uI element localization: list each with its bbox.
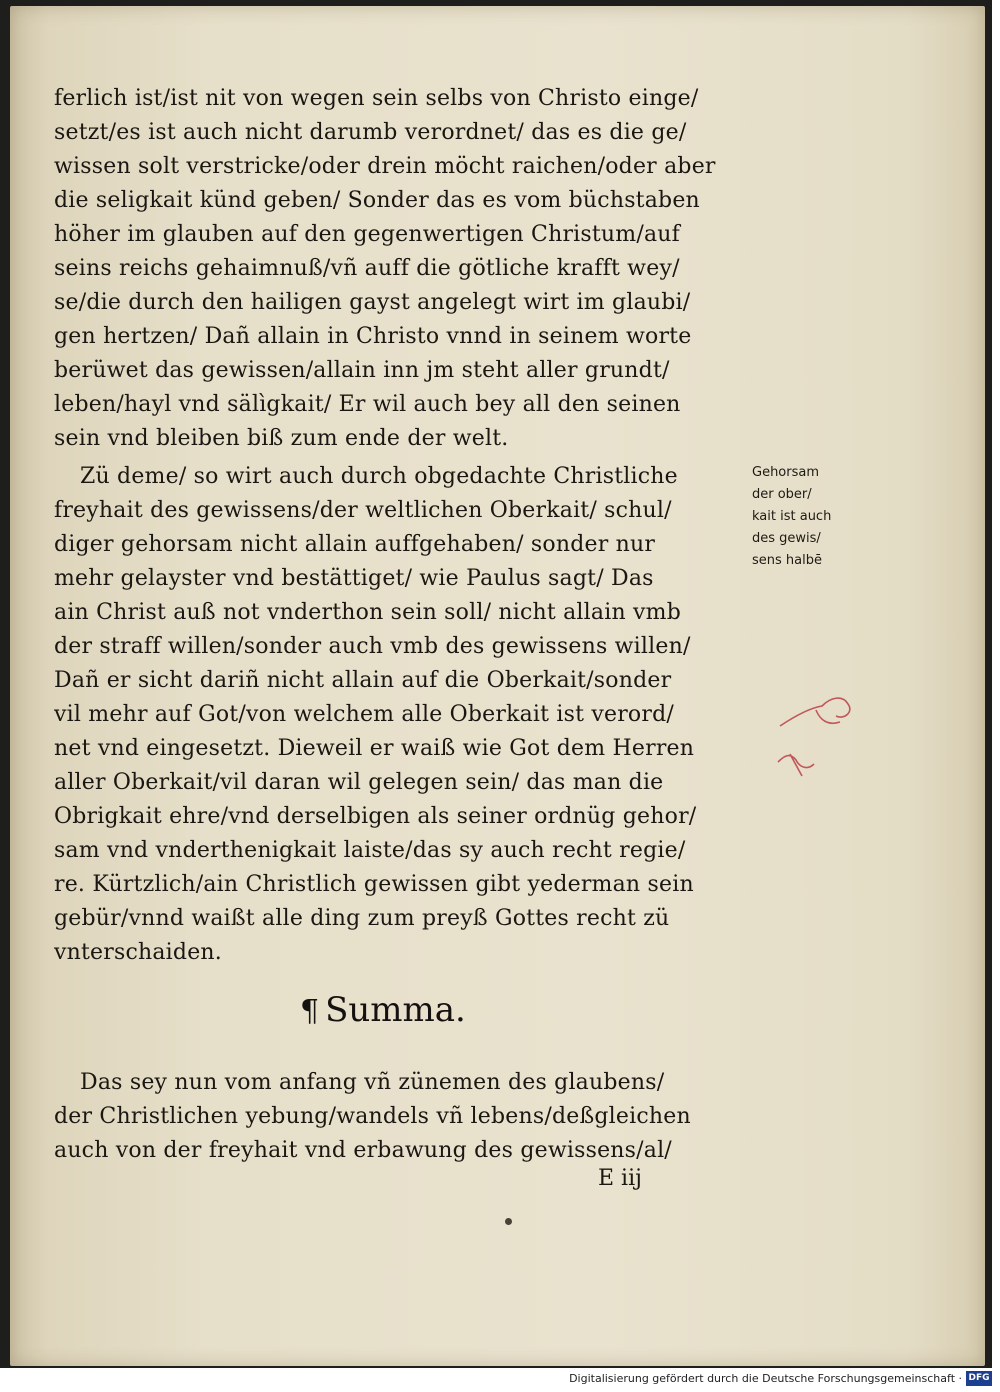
- text-line: Obrigkait ehre/vnd derselbigen als seiner ordnüg gehor/: [54, 804, 697, 829]
- marginal-note: [752, 462, 872, 572]
- text-line: diger gehorsam nicht allain auffgehaben/ sonder nur: [54, 532, 656, 557]
- text-line: vil mehr auf Got/von welchem alle Oberkait ist verord/: [54, 702, 674, 727]
- text-line: se/die durch den hailigen gayst angelegt wirt im glaubi/: [54, 290, 691, 315]
- marginal-note-line: der ober/: [752, 487, 812, 502]
- text-line: höher im glauben auf den gegenwertigen Christum/auf: [54, 222, 680, 247]
- text-line: berüwet das gewissen/allain inn jm steht aller grundt/: [54, 358, 670, 383]
- text-line: Zü deme/ so wirt auch durch obgedachte Christliche: [80, 464, 678, 489]
- text-line: Das sey nun vom anfang vñ zünemen des glaubens/: [80, 1070, 665, 1095]
- heading-title: Summa.: [325, 990, 466, 1030]
- text-line: die seligkait künd geben/ Sonder das es vom büchstaben: [54, 188, 700, 213]
- text-block-continuation: [54, 82, 764, 456]
- marginal-note-line: sens halbē: [752, 553, 822, 568]
- marginal-note-line: Gehorsam: [752, 465, 820, 480]
- signature-mark: E iij: [598, 1166, 642, 1191]
- section-heading: [300, 990, 466, 1030]
- ink-dot: [505, 1218, 512, 1225]
- text-line: wissen solt verstricke/oder drein möcht raichen/oder aber: [54, 154, 716, 179]
- text-line: seins reichs gehaimnuß/vñ auff die götliche krafft wey/: [54, 256, 680, 281]
- text-line: sam vnd vnderthenigkait laiste/das sy auch recht regie/: [54, 838, 686, 863]
- marginal-note-line: des gewis/: [752, 531, 821, 546]
- text-line: freyhait des gewissens/der weltlichen Oberkait/ schul/: [54, 498, 672, 523]
- text-line: setzt/es ist auch nicht darumb verordnet/ das es die ge/: [54, 120, 687, 145]
- dfg-logo-icon: DFG: [966, 1371, 992, 1386]
- text-line: ferlich ist/ist nit von wegen sein selbs von Christo einge/: [54, 86, 699, 111]
- text-block-summa: [54, 1066, 764, 1168]
- text-line: sein vnd bleiben biß zum ende der welt.: [54, 426, 509, 451]
- text-line: aller Oberkait/vil daran wil gelegen sein/ das man die: [54, 770, 664, 795]
- marginal-note-line: kait ist auch: [752, 509, 832, 524]
- text-line: auch von der freyhait vnd erbawung des gewissens/al/: [54, 1138, 672, 1163]
- text-line: gen hertzen/ Dañ allain in Christo vnnd in seinem worte: [54, 324, 692, 349]
- text-line: der Christlichen yebung/wandels vñ lebens/deßgleichen: [54, 1104, 691, 1129]
- digitization-footer: [0, 1368, 1000, 1392]
- text-line: gebür/vnnd waißt alle ding zum preyß Gottes recht zü: [54, 906, 670, 931]
- footer-credit: Digitalisierung gefördert durch die Deutsche Forschungsgemeinschaft ·: [569, 1372, 962, 1385]
- text-line: re. Kürtzlich/ain Christlich gewissen gibt yederman sein: [54, 872, 694, 897]
- text-line: der straff willen/sonder auch vmb des gewissens willen/: [54, 634, 691, 659]
- pilcrow-icon: ¶: [300, 994, 320, 1029]
- text-line: ain Christ auß not vnderthon sein soll/ nicht allain vmb: [54, 600, 681, 625]
- red-handwritten-annotation: [770, 686, 860, 786]
- text-line: mehr gelayster vnd bestättiget/ wie Paulus sagt/ Das: [54, 566, 654, 591]
- text-line: leben/hayl vnd sälìgkait/ Er wil auch bey all den seinen: [54, 392, 681, 417]
- text-line: Dañ er sicht dariñ nicht allain auf die Oberkait/sonder: [54, 668, 672, 693]
- text-block-obedience: [54, 460, 764, 970]
- text-line: net vnd eingesetzt. Dieweil er waiß wie Got dem Herren: [54, 736, 695, 761]
- text-line: vnterschaiden.: [54, 940, 222, 965]
